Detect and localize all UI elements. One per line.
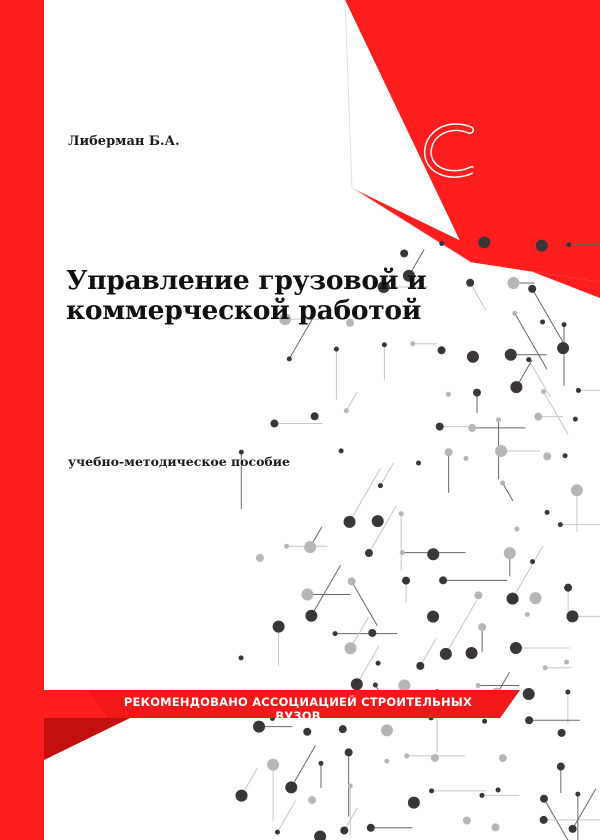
network-node [287, 356, 292, 361]
network-node [410, 341, 415, 346]
network-node [308, 796, 316, 804]
network-node [305, 610, 317, 622]
network-node [512, 311, 517, 316]
network-node [558, 522, 563, 527]
network-node [566, 610, 578, 622]
network-node [541, 389, 546, 394]
network-node [267, 759, 279, 771]
network-node [474, 591, 482, 599]
network-node [304, 541, 316, 553]
network-node [368, 629, 376, 637]
network-node [402, 577, 410, 585]
network-node [510, 642, 522, 654]
network-node [400, 249, 408, 257]
network-line [446, 601, 477, 654]
network-node [381, 724, 393, 736]
network-node [399, 511, 404, 516]
publisher-logo-icon [410, 82, 540, 202]
network-node [427, 611, 439, 623]
network-node [514, 526, 519, 531]
network-node [557, 763, 565, 771]
left-red-bar [0, 0, 44, 840]
network-node [256, 554, 264, 562]
network-node [431, 754, 439, 762]
network-line [420, 638, 436, 665]
network-node [273, 621, 285, 633]
network-node [400, 550, 405, 555]
network-node [311, 412, 319, 420]
network-node [566, 242, 571, 247]
network-node [339, 725, 347, 733]
network-node [378, 483, 383, 488]
network-node [529, 592, 541, 604]
network-node [303, 728, 311, 736]
network-node [339, 448, 344, 453]
network-node [416, 460, 421, 465]
network-node [438, 346, 446, 354]
network-node [236, 790, 248, 802]
network-line [513, 546, 543, 599]
network-node [507, 277, 519, 289]
network-node [543, 665, 548, 670]
network-node [440, 648, 452, 660]
network-node [427, 548, 439, 560]
network-node [569, 825, 577, 833]
network-node [525, 716, 533, 724]
network-node [367, 824, 375, 832]
book-title: Управление грузовой и коммерческой работой [66, 265, 427, 326]
network-node [492, 823, 500, 831]
network-node [510, 381, 522, 393]
network-line [346, 392, 357, 410]
network-node [467, 351, 479, 363]
network-node [507, 593, 519, 605]
network-node [445, 448, 453, 456]
network-node [496, 787, 501, 792]
network-line [529, 360, 551, 397]
network-line [544, 392, 569, 435]
network-pattern [236, 236, 600, 840]
network-line [503, 483, 513, 501]
network-node [505, 349, 517, 361]
network-node [344, 642, 356, 654]
network-node [382, 342, 387, 347]
network-line [380, 463, 393, 486]
network-node [239, 655, 244, 660]
network-node [495, 445, 507, 457]
network-node [540, 319, 545, 324]
network-node [564, 660, 569, 665]
network-node [466, 647, 478, 659]
network-node [275, 830, 280, 835]
network-node [478, 623, 486, 631]
network-node [373, 682, 378, 687]
network-line [350, 468, 381, 522]
network-node [333, 631, 338, 636]
network-node [348, 783, 353, 788]
network-node [340, 826, 348, 834]
network-node [344, 408, 349, 413]
network-line [544, 799, 574, 840]
network-node [540, 816, 548, 824]
network-node [523, 688, 535, 700]
network-node [404, 753, 409, 758]
network-node [571, 484, 583, 496]
network-node [463, 456, 468, 461]
network-line [311, 565, 340, 615]
network-node [436, 423, 444, 431]
network-node [504, 547, 516, 559]
network-line [357, 646, 379, 685]
network-node [318, 761, 323, 766]
network-node [284, 544, 289, 549]
network-node [500, 480, 505, 485]
network-node [301, 589, 313, 601]
network-node [573, 417, 578, 422]
network-node [479, 793, 484, 798]
recommendation-text: РЕКОМЕНДОВАНО АССОЦИАЦИЕЙ СТРОИТЕЛЬНЫХ ВУЗОВ [123, 695, 473, 723]
network-node [534, 413, 542, 421]
network-node [314, 830, 326, 840]
network-node [408, 797, 420, 809]
network-node [565, 690, 570, 695]
network-node [463, 816, 471, 824]
book-subtitle: учебно-методическое пособие [68, 454, 290, 469]
network-node [557, 342, 569, 354]
network-node [398, 679, 410, 691]
network-node [285, 781, 297, 793]
network-node [365, 549, 373, 557]
banner-fold-shadow [44, 718, 130, 760]
network-line [369, 506, 396, 553]
network-node [525, 612, 530, 617]
network-node [429, 788, 434, 793]
network-node [563, 453, 568, 458]
network-line [277, 800, 295, 832]
author-name: Либерман Б.А. [68, 134, 180, 149]
network-node [545, 510, 550, 515]
network-node [540, 795, 548, 803]
network-node [384, 759, 389, 764]
network-node [496, 417, 501, 422]
network-node [530, 559, 535, 564]
network-line [532, 289, 564, 344]
network-node [376, 661, 381, 666]
network-node [473, 389, 481, 397]
network-node [576, 388, 581, 393]
network-node [558, 729, 566, 737]
network-node [543, 452, 551, 460]
network-node [526, 357, 531, 362]
network-node [562, 322, 567, 327]
network-node [372, 515, 384, 527]
network-line [352, 581, 378, 625]
network-node [478, 236, 490, 248]
network-node [564, 584, 572, 592]
network-line [291, 745, 315, 787]
network-node [446, 392, 451, 397]
network-node [344, 516, 356, 528]
network-node [528, 285, 536, 293]
network-node [416, 662, 424, 670]
network-node [345, 748, 353, 756]
network-node [270, 420, 278, 428]
network-node [439, 576, 447, 584]
network-node [334, 347, 339, 352]
network-node [499, 754, 507, 762]
network-node [439, 241, 444, 246]
network-node [536, 240, 548, 252]
network-node [351, 678, 363, 690]
network-node [476, 683, 481, 688]
network-node [575, 792, 580, 797]
network-node [468, 424, 476, 432]
network-node [348, 577, 356, 585]
